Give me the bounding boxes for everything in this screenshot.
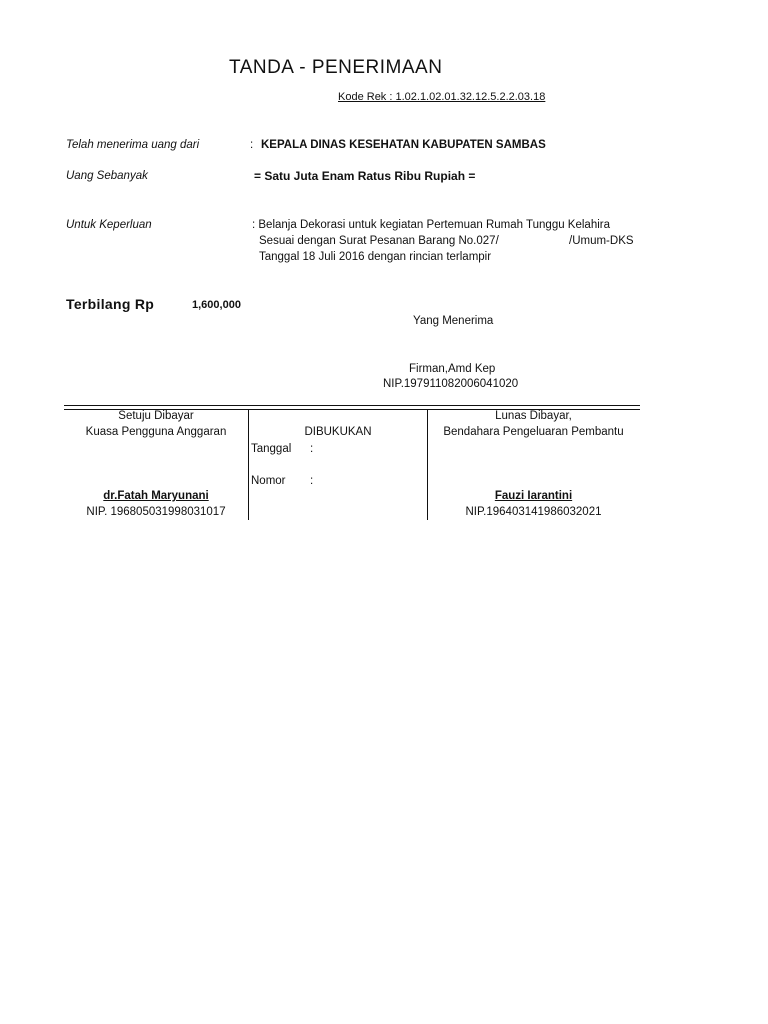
approval-left-line-1: Setuju Dibayar [118, 410, 194, 422]
dibukukan-title: DIBUKUKAN [304, 426, 372, 438]
recipient-role: Yang Menerima [413, 315, 494, 327]
amount-words-value: = Satu Juta Enam Ratus Ribu Rupiah = [254, 169, 476, 183]
purpose-line-2-a: Sesuai dengan Surat Pesanan Barang No.027/ [259, 235, 499, 247]
table-divider-left [248, 409, 249, 520]
received-from-value: KEPALA DINAS KESEHATAN KABUPATEN SAMBAS [261, 139, 546, 151]
tanggal-separator: : [310, 443, 314, 455]
approval-right-name: Fauzi Iarantini [494, 490, 573, 502]
amount-words-label: Uang Sebanyak [66, 170, 148, 182]
nomor-separator: : [310, 475, 314, 487]
table-top-rule [64, 405, 640, 406]
table-divider-right [427, 409, 428, 520]
nomor-label: Nomor [251, 475, 286, 487]
purpose-line-1: : Belanja Dekorasi untuk kegiatan Pertemuan Rumah Tunggu Kelahira [252, 219, 610, 231]
terbilang-label: Terbilang Rp [66, 296, 155, 312]
kode-rekening: Kode Rek : 1.02.1.02.01.32.12.5.2.2.03.18 [338, 91, 546, 103]
approval-left-line-2: Kuasa Pengguna Anggaran [85, 426, 227, 438]
purpose-line-2-b: /Umum-DKS [569, 235, 634, 247]
purpose-line-3: Tanggal 18 Juli 2016 dengan rincian terlampir [259, 251, 492, 263]
approval-right-line-1: Lunas Dibayar, [495, 410, 572, 422]
recipient-nip: NIP.197911082006041020 [383, 378, 519, 390]
purpose-label: Untuk Keperluan [66, 219, 152, 231]
approval-right-nip: NIP.196403141986032021 [465, 506, 602, 518]
received-from-separator: : [250, 139, 254, 151]
recipient-name: Firman,Amd Kep [409, 363, 496, 375]
approval-right-line-2: Bendahara Pengeluaran Pembantu [443, 426, 624, 438]
approval-left-nip: NIP. 196805031998031017 [86, 506, 226, 518]
terbilang-value: 1,600,000 [192, 299, 241, 311]
received-from-label: Telah menerima uang dari [66, 139, 200, 151]
approval-left-name: dr.Fatah Maryunani [103, 490, 209, 502]
document-title: TANDA - PENERIMAAN [229, 57, 443, 78]
tanggal-label: Tanggal [251, 443, 292, 455]
